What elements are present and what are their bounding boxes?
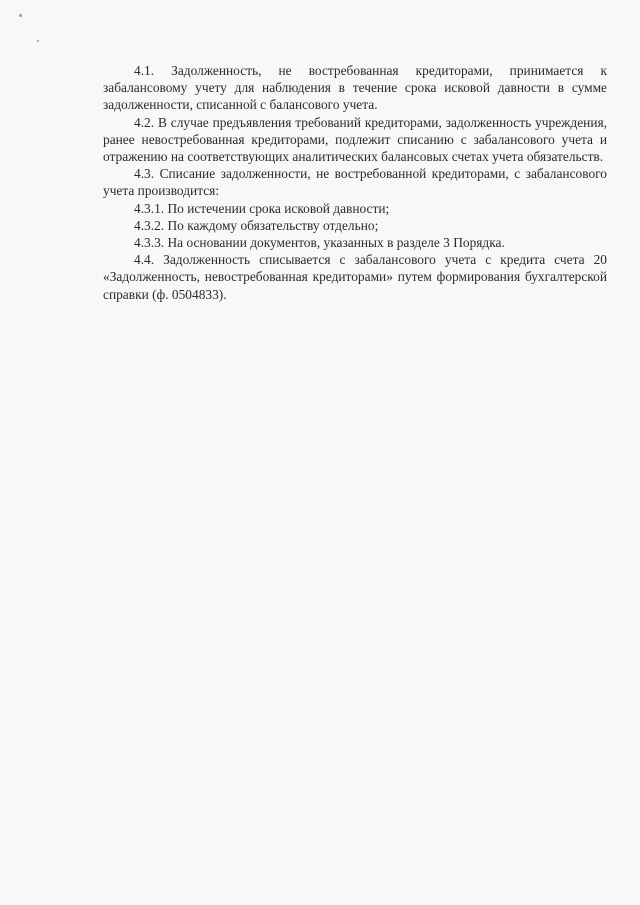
scan-speck — [19, 14, 22, 17]
document-body — [103, 62, 607, 303]
paragraph-4-3-1: 4.3.1. По истечении срока исковой давности; — [134, 200, 390, 216]
scan-speck — [37, 40, 39, 42]
paragraph-4-3-2: 4.3.2. По каждому обязательству отдельно; — [134, 217, 379, 233]
paragraph-4-2: 4.2. В случае предъявления требований кредиторами, задолженность учреждения, ранее невостребованная кредиторами, подлежит списанию с забалансового учета и отражению на соответствующих аналитических балансовых счетах учета обязательств. — [103, 114, 607, 165]
paragraph-4-4: 4.4. Задолженность списывается с забалансового учета с кредита счета 20 «Задолженность, невостребованная кредиторами» путем формирования бухгалтерской справки (ф. 0504833). — [103, 252, 607, 302]
paragraph-4-3: 4.3. Списание задолженности, не востребованной кредиторами, с забалансового учета производится: — [103, 166, 607, 199]
paragraph-4-3-3: 4.3.3. На основании документов, указанных в разделе 3 Порядка. — [134, 235, 505, 251]
paragraph-4-1: 4.1. Задолженность, не востребованная кредиторами, принимается к забалансовому учету для наблюдения в течение срока исковой давности в сумме задолженности, списанной с балансового учета. — [103, 63, 607, 113]
